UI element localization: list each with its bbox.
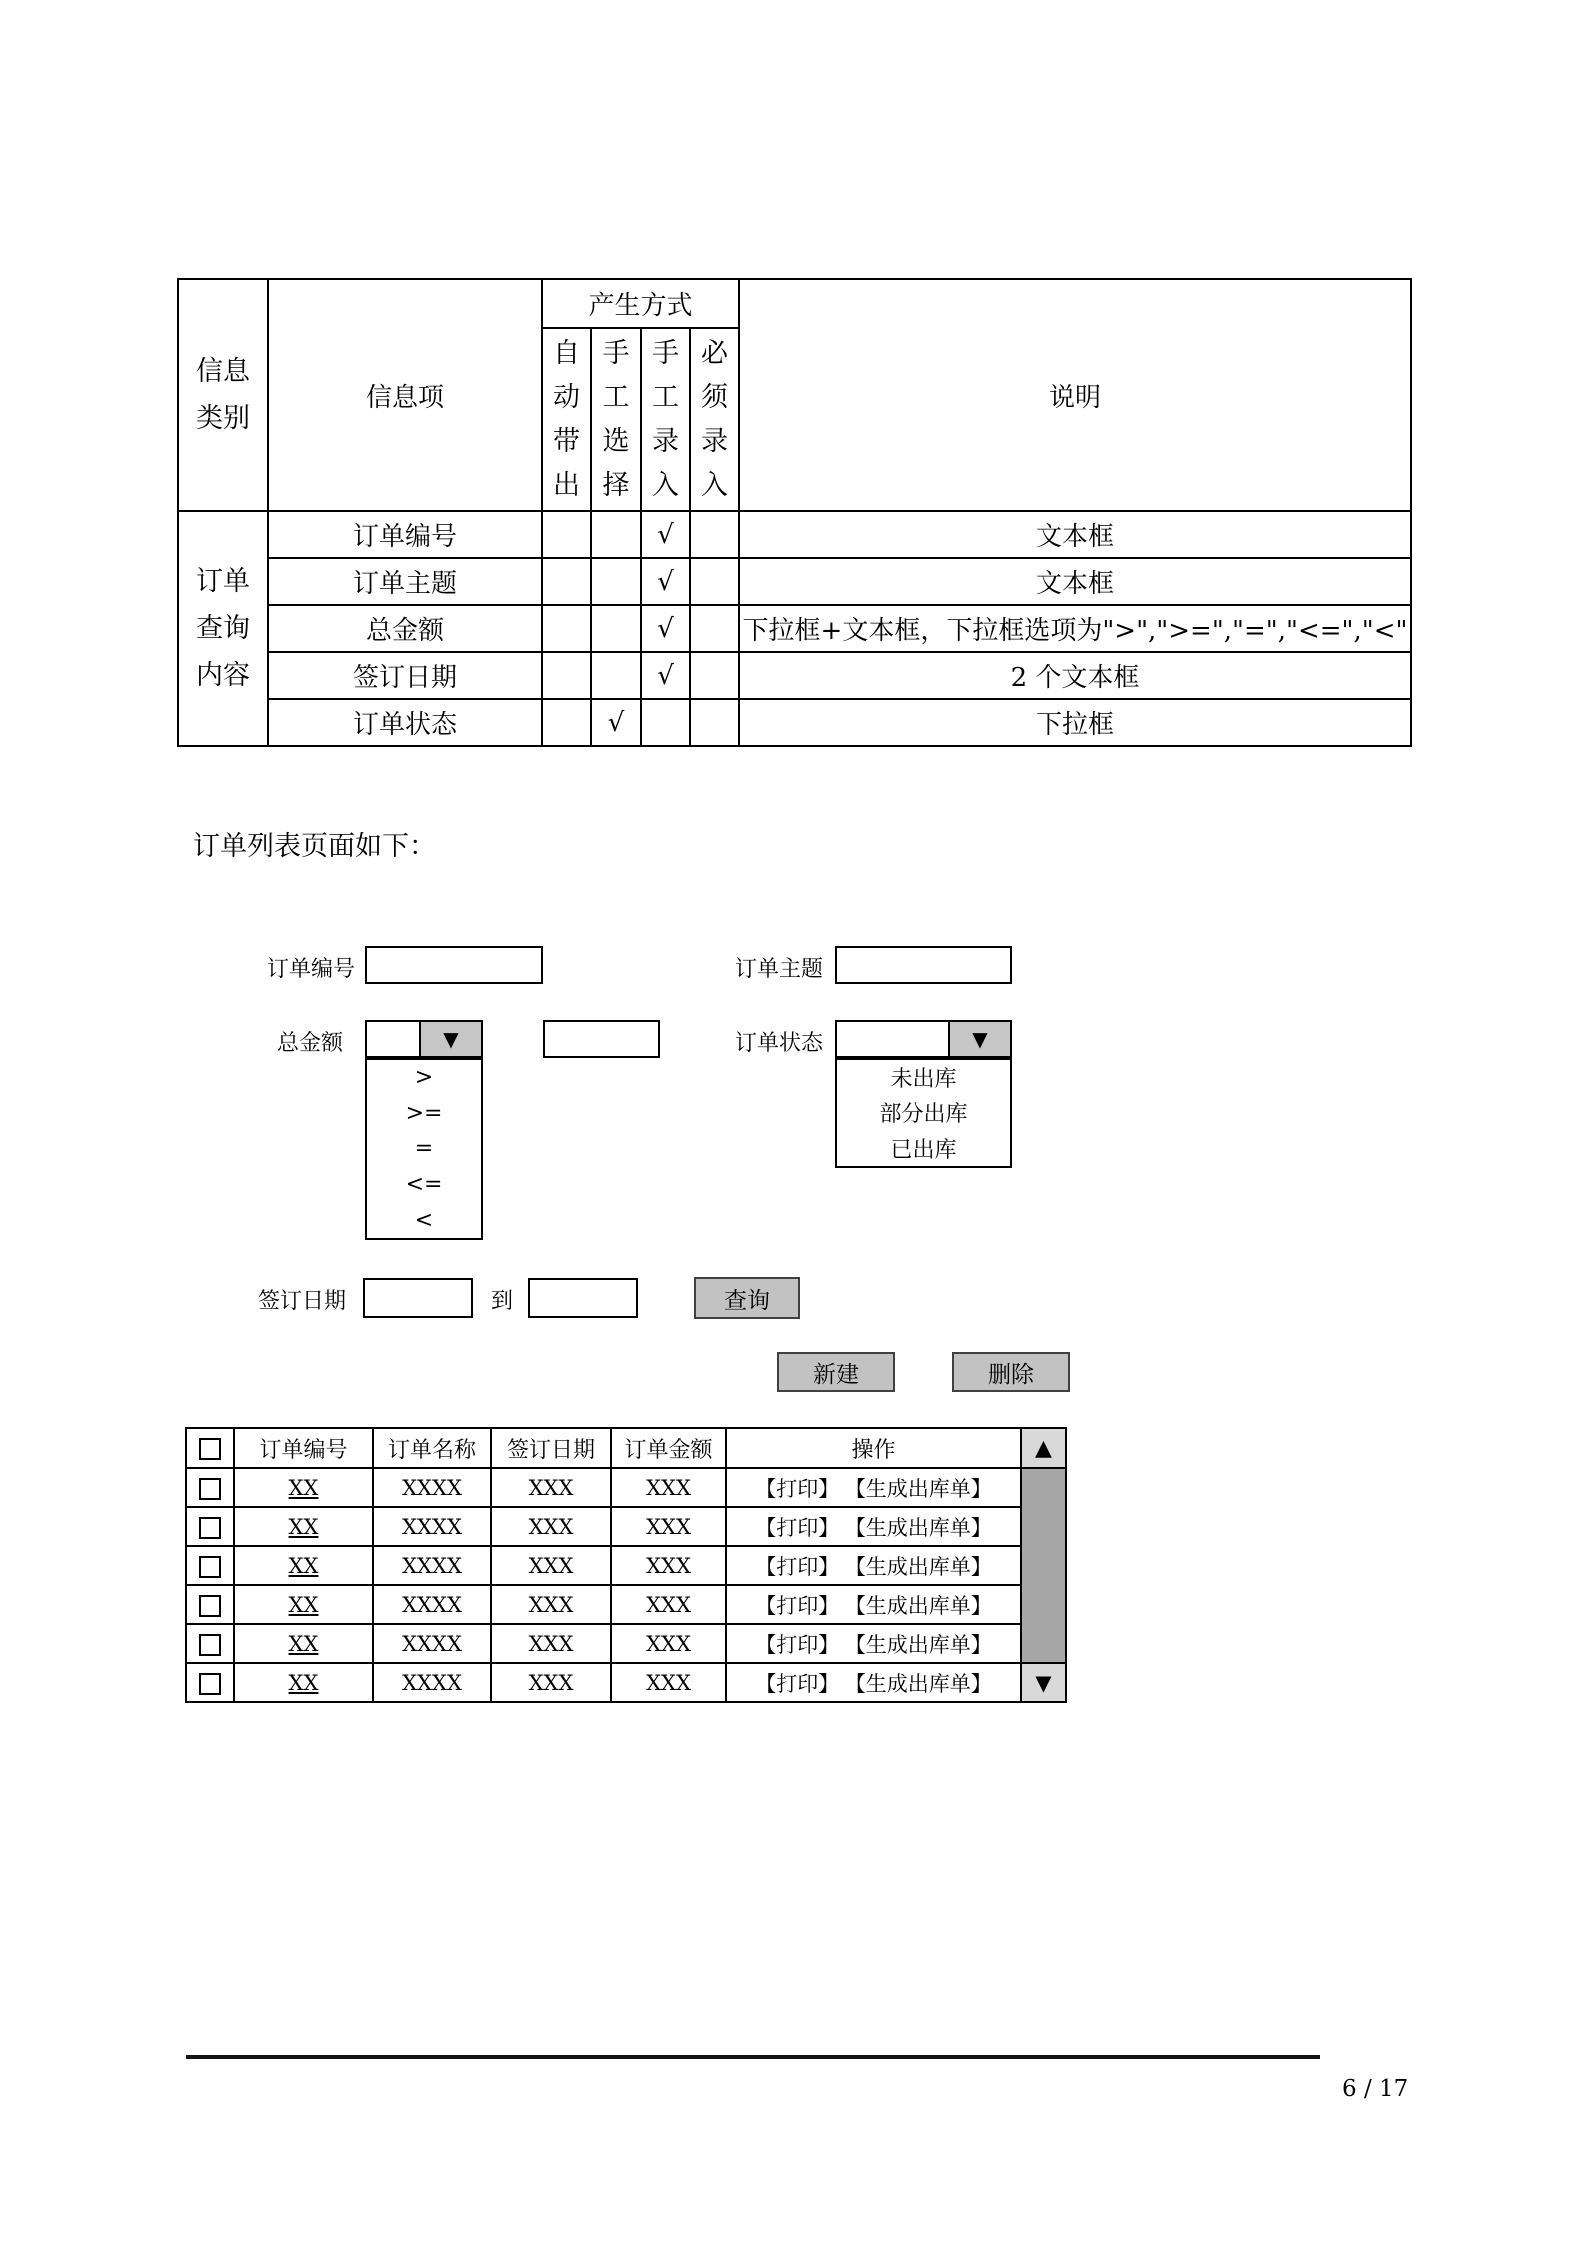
dropdown-arrow-icon: ▼ [972,1027,988,1051]
spec-manual-select-cell: √ [591,699,641,746]
order-status-options [835,1058,1012,1168]
order-no-link[interactable]: XX [288,1475,319,1500]
spec-header-category-cell [178,279,268,511]
table-row [186,1468,1066,1507]
spec-subheader-auto-cell [542,328,591,511]
order-status-value [837,1022,948,1056]
order-name-cell: XXXX [373,1507,491,1546]
order-no-link[interactable]: XX [288,1553,319,1578]
sign-date-cell: XXX [491,1546,611,1585]
spec-row-order-no [178,511,1411,558]
spec-item-cell: 签订日期 [268,652,542,699]
operator-option-gte[interactable]: >= [405,1100,443,1126]
row-checkbox[interactable] [199,1595,221,1617]
operation-cell [726,1663,1021,1702]
order-subject-label: 订单主题 [735,957,824,982]
order-no-cell [234,1468,373,1507]
order-name-cell: XXXX [373,1624,491,1663]
operator-option-lte[interactable]: <= [405,1172,443,1198]
sign-date-cell: XXX [491,1507,611,1546]
spec-item-cell: 订单主题 [268,558,542,605]
order-no-cell [234,1663,373,1702]
spec-auto-cell [542,605,591,652]
total-amount-label: 总金额 [277,1031,344,1056]
operation-cell [726,1468,1021,1507]
order-status-select[interactable] [835,1020,1012,1058]
order-no-cell [234,1546,373,1585]
generate-outbound-link[interactable]: 【生成出库单】 [855,1515,992,1540]
order-no-cell [234,1624,373,1663]
order-list-table [185,1427,1067,1703]
generate-outbound-link[interactable]: 【生成出库单】 [855,1632,992,1657]
col-header-operation: 操作 [726,1428,1021,1468]
spec-item-cell: 订单状态 [268,699,542,746]
order-name-cell: XXXX [373,1585,491,1624]
col-header-order-no: 订单编号 [234,1428,373,1468]
spec-auto-cell [542,558,591,605]
amount-operator-value [367,1022,419,1056]
sign-date-cell: XXX [491,1468,611,1507]
spec-manual-input-cell: √ [641,605,690,652]
order-status-dropdown-button[interactable] [948,1022,1010,1056]
spec-category-value: 订单查询内容 [196,565,250,692]
spec-description-cell: 下拉框 [739,699,1411,746]
spec-header-category: 信息类别 [196,355,250,434]
new-button[interactable]: 新建 [777,1352,895,1392]
order-no-input[interactable] [365,946,543,984]
dropdown-arrow-icon: ▼ [443,1027,459,1051]
print-link[interactable]: 【打印】 [755,1515,840,1540]
spec-required-cell [690,511,739,558]
spec-auto-cell [542,652,591,699]
print-link[interactable]: 【打印】 [755,1593,840,1618]
print-link[interactable]: 【打印】 [755,1476,840,1501]
spec-subheader-manual-select-cell [591,328,641,511]
status-option-shipped[interactable]: 已出库 [890,1137,957,1163]
spec-manual-input-cell [641,699,690,746]
spec-category-cell [178,511,268,746]
spec-auto-cell [542,699,591,746]
operation-cell [726,1507,1021,1546]
order-amount-cell: XXX [611,1624,726,1663]
row-checkbox[interactable] [199,1517,221,1539]
scrollbar-track[interactable] [1021,1468,1066,1663]
order-no-link[interactable]: XX [288,1514,319,1539]
order-no-link[interactable]: XX [288,1592,319,1617]
spec-subheader-required: 必须录入 [701,337,728,501]
spec-required-cell [690,652,739,699]
status-option-not-shipped[interactable]: 未出库 [890,1067,957,1093]
operator-option-lt[interactable]: < [414,1207,434,1233]
order-no-label: 订单编号 [267,957,356,982]
spec-subheader-manual-select: 手工选择 [602,337,630,501]
spec-header-method-cell [542,279,739,328]
order-status-label: 订单状态 [735,1031,824,1056]
sign-date-cell: XXX [491,1585,611,1624]
print-link[interactable]: 【打印】 [755,1632,840,1657]
order-amount-cell: XXX [611,1546,726,1585]
row-checkbox[interactable] [199,1478,221,1500]
spec-row-order-status [178,699,1411,746]
spec-subheader-auto: 自动带出 [552,337,580,501]
date-to-input[interactable] [528,1278,638,1318]
order-no-cell [234,1507,373,1546]
order-no-link[interactable]: XX [288,1670,319,1695]
spec-subheader-manual-input-cell [641,328,690,511]
spec-manual-select-cell [591,605,641,652]
spec-manual-input-cell: √ [641,511,690,558]
operator-option-gt[interactable]: > [414,1065,434,1091]
order-no-cell [234,1585,373,1624]
spec-item-cell: 订单编号 [268,511,542,558]
amount-operator-select[interactable] [365,1020,483,1058]
spec-description-cell: 2 个文本框 [739,652,1411,699]
row-checkbox[interactable] [199,1634,221,1656]
order-no-link[interactable]: XX [288,1631,319,1656]
order-name-cell: XXXX [373,1663,491,1702]
spec-description-cell: 下拉框+文本框，下拉框选项为">",">=","=","<=","<" [739,605,1411,652]
spec-manual-input-cell: √ [641,558,690,605]
checkbox-cell [186,1507,234,1546]
spec-manual-select-cell [591,652,641,699]
checkbox-cell [186,1546,234,1585]
amount-input[interactable] [543,1020,660,1058]
checkbox-cell [186,1468,234,1507]
spec-description-cell: 文本框 [739,558,1411,605]
date-from-input[interactable] [363,1278,473,1318]
print-link[interactable]: 【打印】 [755,1671,840,1696]
spec-manual-select-cell [591,511,641,558]
table-row [186,1585,1066,1624]
order-name-cell: XXXX [373,1546,491,1585]
order-amount-cell: XXX [611,1468,726,1507]
operator-option-eq[interactable]: = [414,1136,434,1162]
spec-item-cell: 总金额 [268,605,542,652]
col-header-sign-date: 签订日期 [491,1428,611,1468]
date-to-label: 到 [491,1289,514,1314]
delete-button[interactable]: 删除 [952,1352,1070,1392]
operation-cell [726,1546,1021,1585]
table-row [186,1546,1066,1585]
sign-date-label: 签订日期 [258,1289,347,1314]
print-link[interactable]: 【打印】 [755,1554,840,1579]
list-header-row [186,1428,1066,1468]
spec-row-sign-date [178,652,1411,699]
spec-header-description-cell [739,279,1411,511]
section-caption: 订单列表页面如下： [193,831,436,862]
col-header-order-name: 订单名称 [373,1428,491,1468]
generate-outbound-link[interactable]: 【生成出库单】 [855,1593,992,1618]
generate-outbound-link[interactable]: 【生成出库单】 [855,1476,992,1501]
row-checkbox[interactable] [199,1673,221,1695]
select-all-checkbox[interactable] [199,1438,221,1460]
checkbox-cell [186,1624,234,1663]
spec-header-item-cell [268,279,542,511]
select-all-cell [186,1428,234,1468]
operation-cell [726,1624,1021,1663]
status-option-partially-shipped[interactable]: 部分出库 [879,1102,968,1128]
generate-outbound-link[interactable]: 【生成出库单】 [855,1671,992,1696]
spec-manual-input-cell: √ [641,652,690,699]
table-row [186,1624,1066,1663]
spec-row-order-subject [178,558,1411,605]
scrollbar-down-button[interactable]: ▼ [1021,1663,1066,1702]
spec-description-cell: 文本框 [739,511,1411,558]
sign-date-cell: XXX [491,1663,611,1702]
order-name-cell: XXXX [373,1468,491,1507]
spec-row-total-amount [178,605,1411,652]
spec-subheader-manual-input: 手工录入 [651,337,679,501]
spec-required-cell [690,558,739,605]
spec-table [177,278,1412,747]
spec-header-item: 信息项 [365,382,444,413]
spec-header-method: 产生方式 [588,291,693,321]
spec-required-cell [690,605,739,652]
scrollbar-up-button[interactable]: ▲ [1021,1428,1066,1468]
footer-divider [186,2055,1320,2059]
order-subject-input[interactable] [835,946,1012,984]
page-number: 6 / 17 [1342,2076,1409,2102]
order-amount-cell: XXX [611,1507,726,1546]
operation-cell [726,1585,1021,1624]
sign-date-cell: XXX [491,1624,611,1663]
order-amount-cell: XXX [611,1585,726,1624]
checkbox-cell [186,1585,234,1624]
spec-subheader-required-cell [690,328,739,511]
table-row [186,1507,1066,1546]
amount-operator-options [365,1058,483,1240]
spec-auto-cell [542,511,591,558]
spec-required-cell [690,699,739,746]
col-header-order-amount: 订单金额 [611,1428,726,1468]
order-amount-cell: XXX [611,1663,726,1702]
checkbox-cell [186,1663,234,1702]
generate-outbound-link[interactable]: 【生成出库单】 [855,1554,992,1579]
row-checkbox[interactable] [199,1556,221,1578]
spec-header-description: 说明 [1049,382,1102,413]
amount-operator-dropdown-button[interactable] [419,1022,481,1056]
spec-manual-select-cell [591,558,641,605]
table-row [186,1663,1066,1702]
search-button[interactable]: 查询 [694,1277,800,1319]
